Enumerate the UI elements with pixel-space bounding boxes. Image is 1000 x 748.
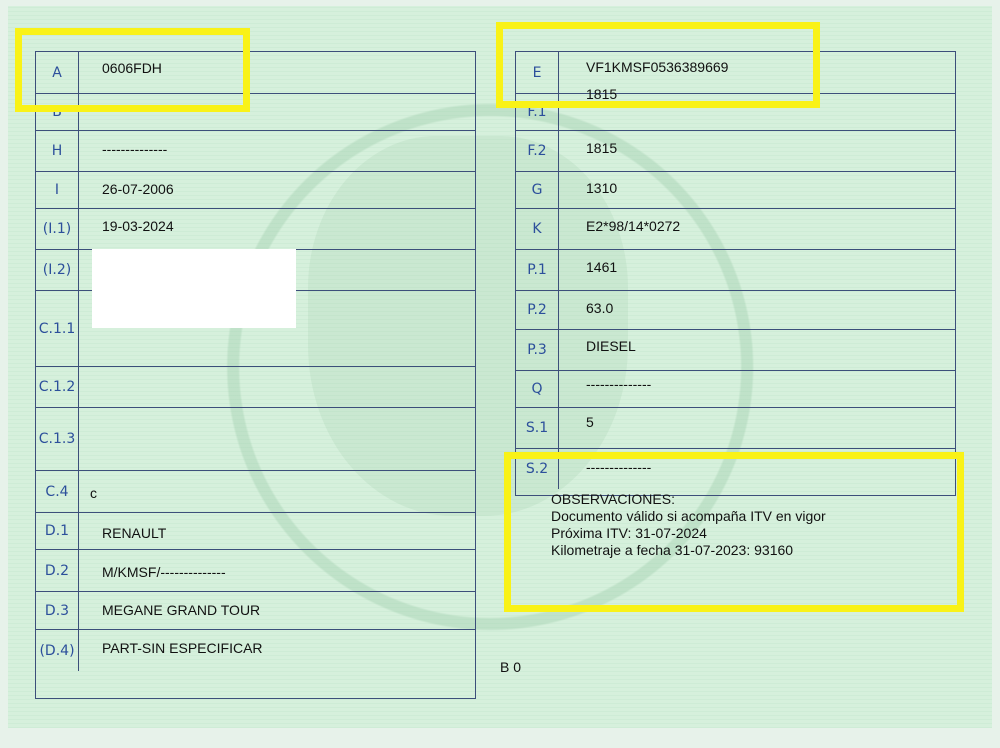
field-value: 1815 bbox=[586, 86, 618, 102]
field-value: 19-03-2024 bbox=[102, 218, 174, 234]
field-code: D.1 bbox=[36, 513, 79, 549]
field-code: P.1 bbox=[516, 250, 559, 290]
observaciones-line: Kilometraje a fecha 31-07-2023: 93160 bbox=[551, 542, 794, 558]
field-value: -------------- bbox=[102, 141, 168, 157]
field-code: C.1.3 bbox=[36, 408, 79, 470]
highlight-box-observaciones bbox=[504, 452, 964, 612]
field-code: E bbox=[516, 52, 559, 93]
field-code: K bbox=[516, 209, 559, 249]
field-row-i bbox=[36, 172, 475, 209]
field-value: 1310 bbox=[586, 180, 618, 196]
field-value: DIESEL bbox=[586, 338, 636, 354]
field-code: H bbox=[36, 131, 79, 171]
field-row-d1 bbox=[36, 513, 475, 550]
field-code: P.2 bbox=[516, 291, 559, 329]
field-row-d4 bbox=[36, 630, 475, 671]
field-code: D.2 bbox=[36, 550, 79, 591]
field-code: S.1 bbox=[516, 408, 559, 448]
field-code: C.1.1 bbox=[36, 291, 79, 366]
field-row-c13 bbox=[36, 408, 475, 471]
field-code: F.1 bbox=[516, 94, 559, 130]
field-code: Q bbox=[516, 371, 559, 407]
field-value: 1815 bbox=[586, 140, 618, 156]
field-row-g bbox=[516, 172, 955, 209]
footer-code: B 0 bbox=[500, 659, 522, 675]
field-value: RENAULT bbox=[102, 525, 167, 541]
field-code: (I.2) bbox=[36, 250, 79, 290]
field-row-k bbox=[516, 209, 955, 250]
field-code: S.2 bbox=[516, 449, 559, 489]
field-code: A bbox=[36, 52, 79, 93]
left-field-grid bbox=[35, 51, 476, 699]
field-row-d2 bbox=[36, 550, 475, 592]
field-row-p3 bbox=[516, 330, 955, 371]
field-value: c bbox=[90, 485, 97, 501]
field-value: VF1KMSF0536389669 bbox=[586, 59, 729, 75]
observaciones-line: Próxima ITV: 31-07-2024 bbox=[551, 525, 707, 541]
field-value: 1461 bbox=[586, 259, 618, 275]
field-row-d3 bbox=[36, 592, 475, 630]
field-code: G bbox=[516, 172, 559, 208]
field-value: MEGANE GRAND TOUR bbox=[102, 602, 261, 618]
field-code: B bbox=[36, 94, 79, 130]
field-code: F.2 bbox=[516, 131, 559, 171]
field-row-f2 bbox=[516, 131, 955, 172]
field-code: C.4 bbox=[36, 471, 79, 512]
field-value: 63.0 bbox=[586, 300, 614, 316]
field-code: D.3 bbox=[36, 592, 79, 629]
field-row-h bbox=[36, 131, 475, 172]
field-row-s1 bbox=[516, 408, 955, 449]
field-code: (D.4) bbox=[36, 630, 79, 671]
field-row-c12 bbox=[36, 367, 475, 408]
field-code: (I.1) bbox=[36, 209, 79, 249]
redacted-area bbox=[92, 249, 296, 328]
field-code: I bbox=[36, 172, 79, 208]
field-row-q bbox=[516, 371, 955, 408]
field-value: 5 bbox=[586, 414, 594, 430]
field-row-p2 bbox=[516, 291, 955, 330]
field-value: 0606FDH bbox=[102, 60, 162, 76]
observaciones-title: OBSERVACIONES: bbox=[551, 491, 675, 507]
field-row-p1 bbox=[516, 250, 955, 291]
field-value: M/KMSF/-------------- bbox=[102, 564, 226, 580]
highlight-box-e bbox=[496, 22, 820, 108]
right-field-grid bbox=[515, 51, 956, 496]
field-value: -------------- bbox=[586, 459, 652, 475]
highlight-box-a bbox=[15, 28, 250, 112]
field-code: P.3 bbox=[516, 330, 559, 370]
field-value: -------------- bbox=[586, 376, 652, 392]
observaciones-line: Documento válido si acompaña ITV en vigor bbox=[551, 508, 826, 524]
field-value: E2*98/14*0272 bbox=[586, 218, 681, 234]
field-row-i1 bbox=[36, 209, 475, 250]
field-value: PART-SIN ESPECIFICAR bbox=[102, 640, 263, 656]
field-row-c4 bbox=[36, 471, 475, 513]
field-code: C.1.2 bbox=[36, 367, 79, 407]
field-value: 26-07-2006 bbox=[102, 181, 174, 197]
